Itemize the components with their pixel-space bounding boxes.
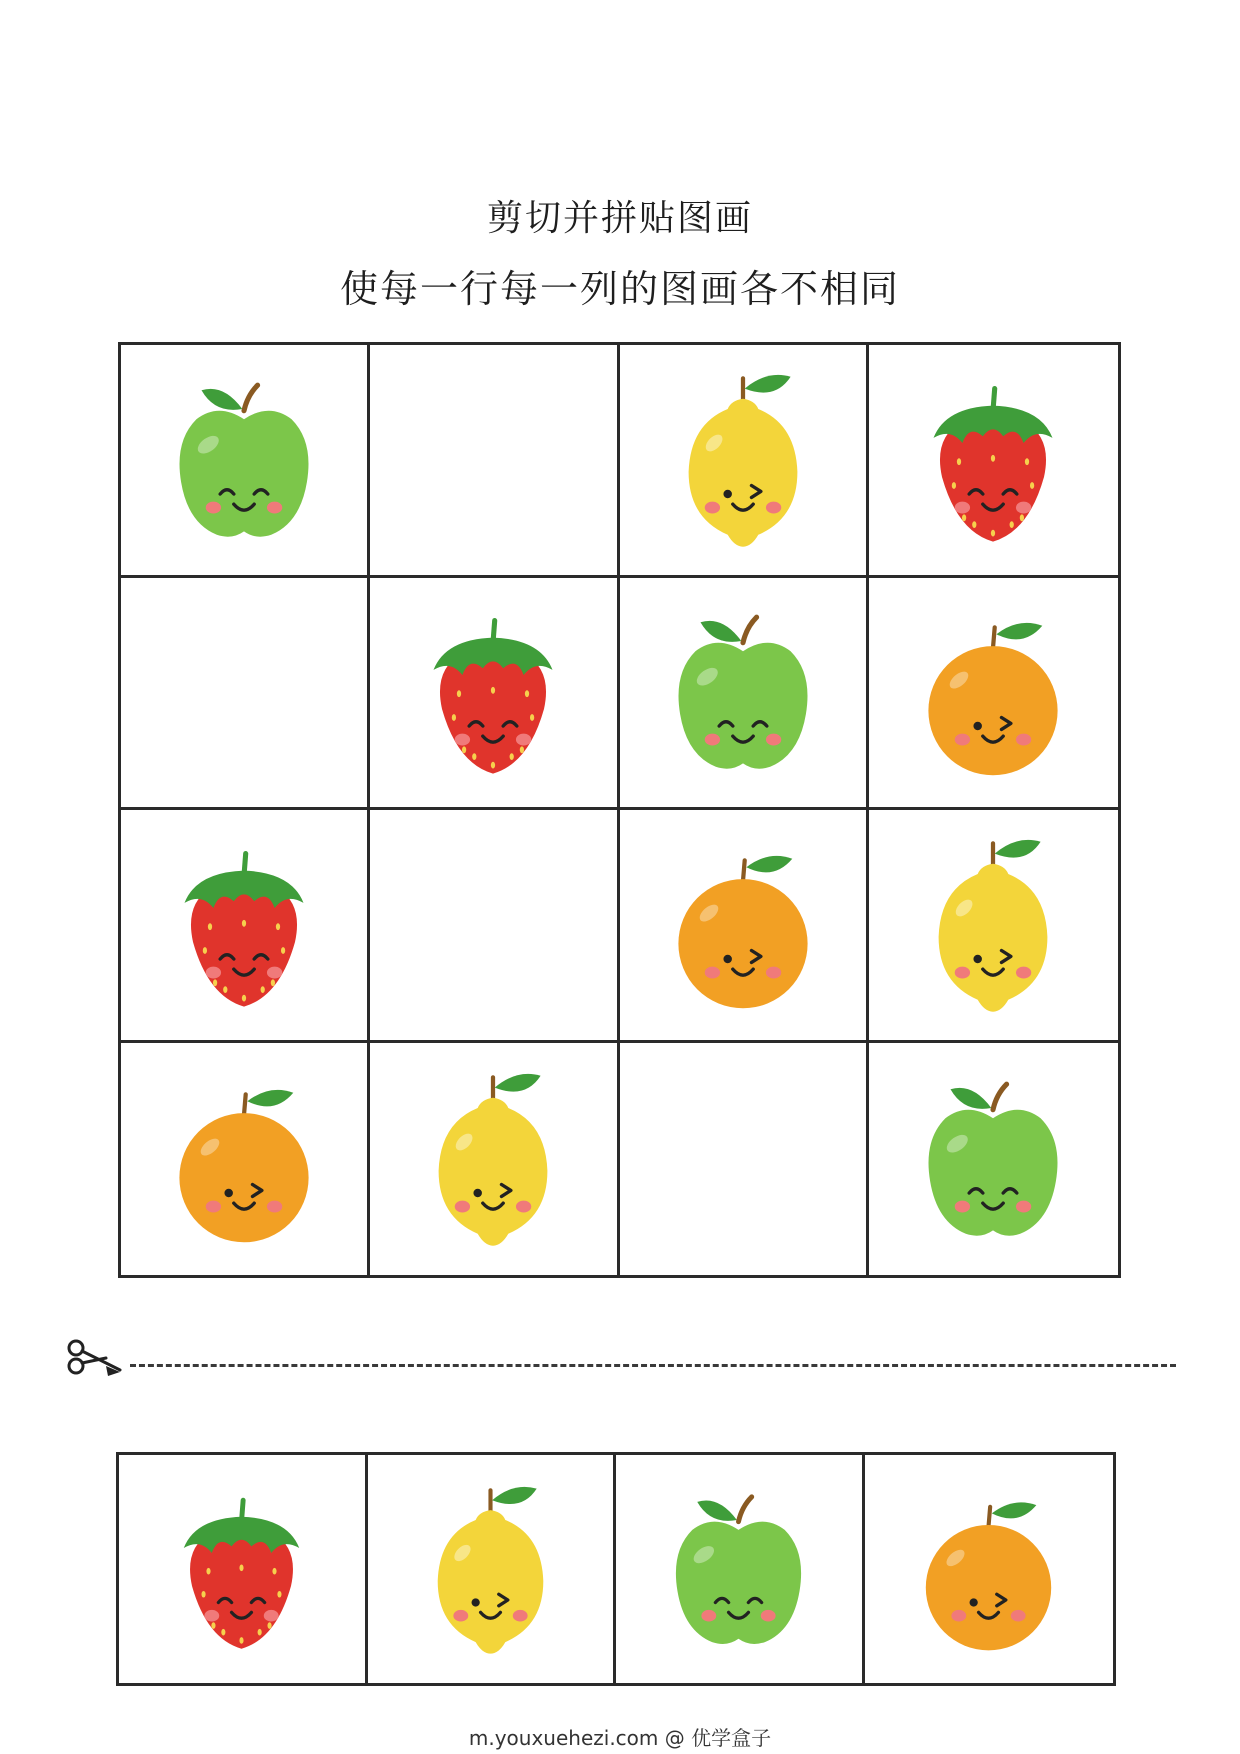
strawberry-icon [159, 825, 329, 1025]
apple-icon [908, 1059, 1078, 1259]
grid-cell-orange [121, 1043, 370, 1276]
lemon-icon [408, 1472, 573, 1667]
grid-cell-orange [869, 578, 1118, 811]
lemon-icon [408, 1059, 578, 1259]
cutout-piece-lemon[interactable] [368, 1455, 617, 1683]
grid-cell-orange [620, 810, 869, 1043]
grid-cell-apple [620, 578, 869, 811]
worksheet-title: 剪切并拼贴图画 [486, 198, 753, 239]
lemon-icon [658, 360, 828, 560]
worksheet-instruction: 使每一行每一列的图画各不相同 [339, 267, 900, 311]
strawberry-icon [408, 592, 578, 792]
cutout-piece-strawberry[interactable] [119, 1455, 368, 1683]
cut-line [62, 1336, 1174, 1386]
grid-cell-lemon [620, 345, 869, 578]
grid-cell-empty[interactable] [121, 578, 370, 811]
strawberry-icon [908, 360, 1078, 560]
apple-icon [159, 360, 329, 560]
grid-cell-lemon [869, 810, 1118, 1043]
grid-cell-empty[interactable] [370, 345, 619, 578]
strawberry-icon [159, 1472, 324, 1667]
grid-cell-apple [869, 1043, 1118, 1276]
lemon-icon [908, 825, 1078, 1025]
dashed-cut-line [130, 1364, 1176, 1367]
footer-source: m.youxuehezi.com @ 优学盒子 [468, 1726, 772, 1750]
apple-icon [656, 1472, 821, 1667]
apple-icon [658, 592, 828, 792]
puzzle-grid [118, 342, 1121, 1278]
grid-cell-apple [121, 345, 370, 578]
grid-cell-strawberry [370, 578, 619, 811]
grid-cell-strawberry [121, 810, 370, 1043]
grid-cell-strawberry [869, 345, 1118, 578]
scissors-icon [62, 1336, 128, 1386]
orange-icon [906, 1472, 1071, 1667]
cutout-piece-orange[interactable] [865, 1455, 1114, 1683]
orange-icon [159, 1059, 329, 1259]
grid-cell-empty[interactable] [370, 810, 619, 1043]
grid-cell-lemon [370, 1043, 619, 1276]
orange-icon [658, 825, 828, 1025]
grid-cell-empty[interactable] [620, 1043, 869, 1276]
cutout-piece-apple[interactable] [616, 1455, 865, 1683]
cutout-strip [116, 1452, 1116, 1686]
orange-icon [908, 592, 1078, 792]
